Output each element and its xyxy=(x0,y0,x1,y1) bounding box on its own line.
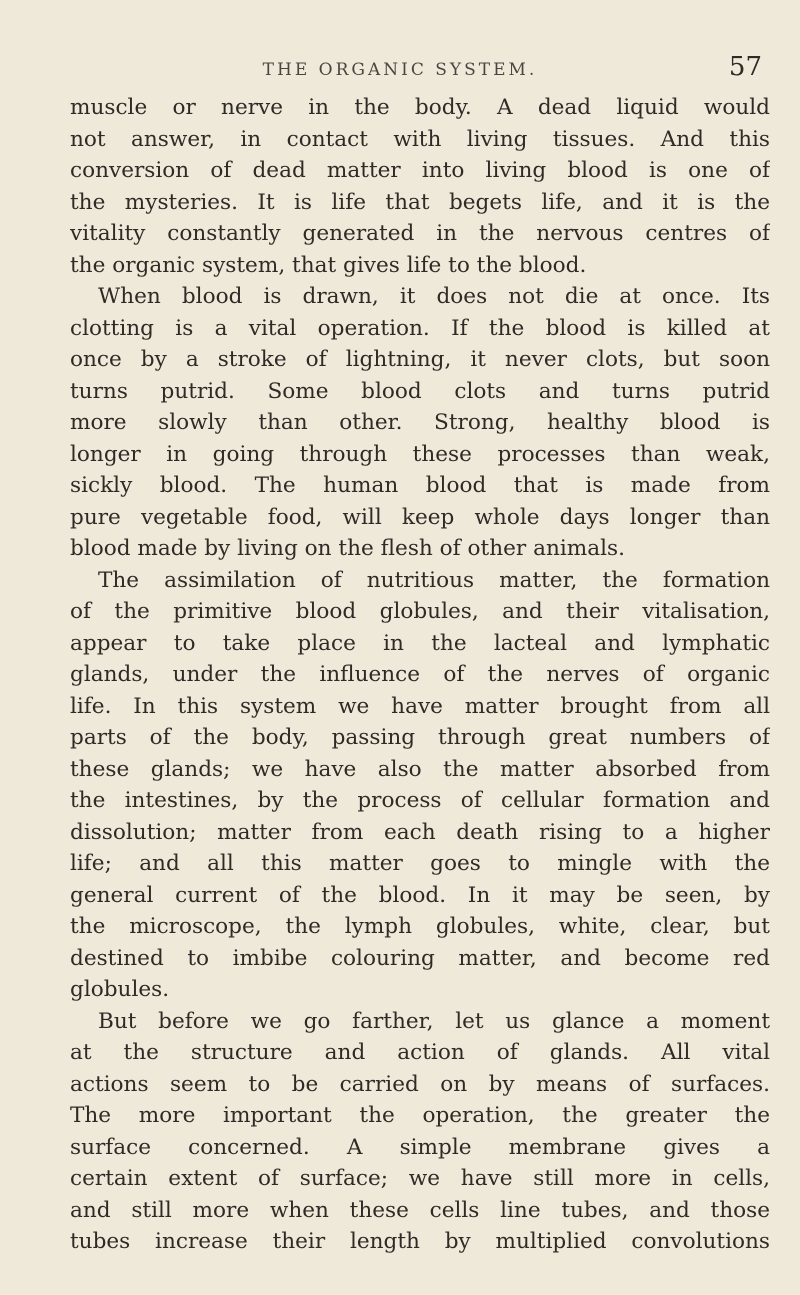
running-title: THE ORGANIC SYSTEM. xyxy=(262,60,538,80)
text-line: parts of the body, passing through great numbers of xyxy=(70,725,770,750)
text-line: certain extent of surface; we have still more in cells, xyxy=(70,1166,770,1191)
running-head xyxy=(70,48,770,88)
text-line: the mysteries. It is life that begets life, and it is the xyxy=(70,189,770,215)
text-line: tubes increase their length by multiplied convolutions xyxy=(70,1229,770,1254)
text-line: muscle or nerve in the body. A dead liquid would xyxy=(70,95,770,120)
text-line: turns putrid. Some blood clots and turns putrid xyxy=(70,378,770,404)
text-line: the microscope, the lymph globules, white, clear, but xyxy=(70,914,770,939)
text-line: vitality constantly generated in the nervous centres of xyxy=(70,221,770,246)
text-line: When blood is drawn, it does not die at once. Its xyxy=(98,284,770,309)
text-line: longer in going through these processes than weak, xyxy=(70,441,770,467)
text-line: appear to take place in the lacteal and lymphatic xyxy=(70,630,770,656)
text-line: globules. xyxy=(70,977,170,1002)
text-line: general current of the blood. In it may be seen, by xyxy=(70,882,770,908)
text-line: clotting is a vital operation. If the blood is killed at xyxy=(70,315,770,341)
text-line: not answer, in contact with living tissues. And this xyxy=(70,126,770,152)
text-line: blood made by living on the flesh of other animals. xyxy=(70,536,625,561)
text-line: glands, under the influence of the nerves of organic xyxy=(70,662,770,687)
text-line: pure vegetable food, will keep whole days longer than xyxy=(70,504,770,530)
text-line: these glands; we have also the matter absorbed from xyxy=(70,756,770,782)
text-line: the organic system, that gives life to the blood. xyxy=(70,252,587,278)
text-line: once by a stroke of lightning, it never clots, but soon xyxy=(70,347,770,372)
text-line: destined to imbibe colouring matter, and become red xyxy=(70,945,770,971)
text-line: at the structure and action of glands. All vital xyxy=(70,1040,770,1065)
text-line: life; and all this matter goes to mingle with the xyxy=(70,851,770,876)
text-line: actions seem to be carried on by means of surfaces. xyxy=(70,1071,770,1097)
text-line: sickly blood. The human blood that is made from xyxy=(70,473,770,498)
text-line: The assimilation of nutritious matter, the formation xyxy=(98,567,770,593)
text-line: the intestines, by the process of cellular formation and xyxy=(70,788,770,813)
text-line: dissolution; matter from each death rising to a higher xyxy=(70,819,770,845)
text-line: conversion of dead matter into living blood is one of xyxy=(70,158,770,183)
page-number: 57 xyxy=(728,52,762,82)
body-text xyxy=(70,92,770,1258)
text-line: The more important the operation, the greater the xyxy=(70,1103,770,1128)
text-line: of the primitive blood globules, and their vitalisation, xyxy=(70,599,770,624)
text-line: and still more when these cells line tubes, and those xyxy=(70,1197,770,1223)
text-line: life. In this system we have matter brought from all xyxy=(70,693,770,719)
text-line: But before we go farther, let us glance a moment xyxy=(98,1008,770,1034)
text-line: more slowly than other. Strong, healthy blood is xyxy=(70,410,770,435)
text-line: surface concerned. A simple membrane gives a xyxy=(70,1134,770,1160)
